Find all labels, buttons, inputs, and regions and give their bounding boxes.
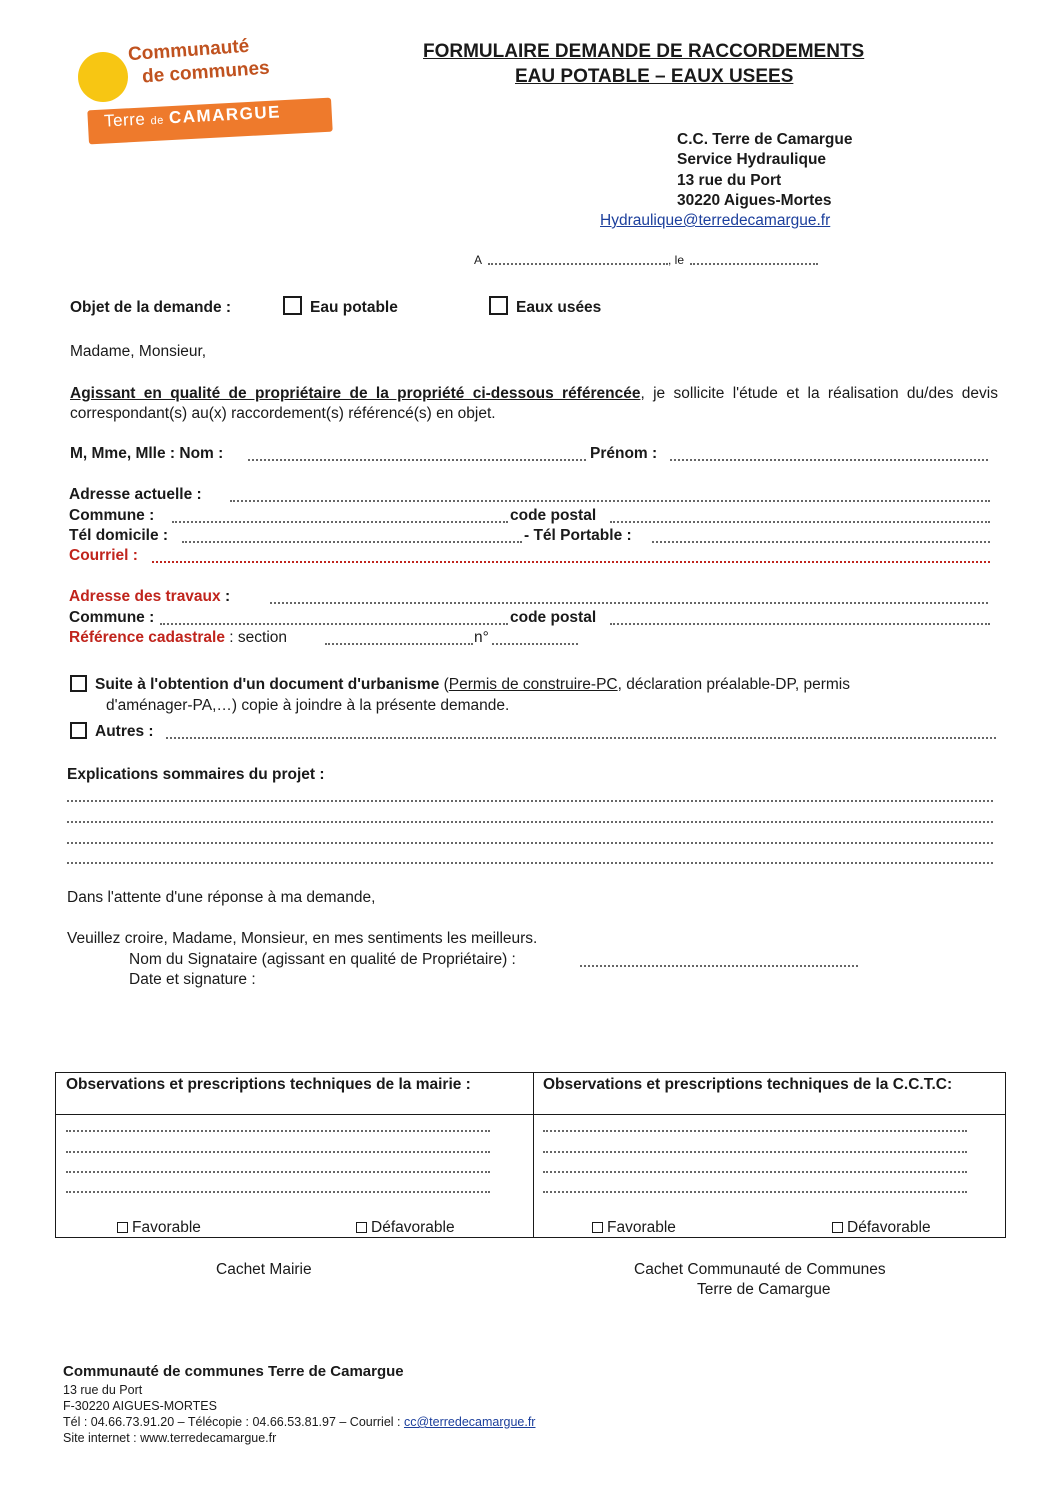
eau-potable-checkbox[interactable] <box>283 296 302 315</box>
commune-label: Commune : <box>69 507 155 524</box>
courriel-label: Courriel : <box>69 547 138 564</box>
mairie-defavorable-option[interactable]: Défavorable <box>356 1219 455 1237</box>
urbanisme-checkbox[interactable] <box>70 675 87 692</box>
footer-website: Site internet : www.terredecamargue.fr <box>63 1431 277 1445</box>
cctc-header: Observations et prescriptions techniques de la C.C.T.C: <box>543 1076 953 1093</box>
footer-city: F-30220 AIGUES-MORTES <box>63 1399 217 1413</box>
objet-label: Objet de la demande : <box>70 299 232 316</box>
prenom-label: Prénom : <box>590 445 658 462</box>
code-postal-field[interactable] <box>610 521 990 523</box>
date-field[interactable] <box>690 263 818 265</box>
cctc-obs-line[interactable] <box>543 1191 967 1193</box>
defavorable-checkbox[interactable] <box>356 1222 367 1233</box>
adresse-actuelle-field[interactable] <box>230 500 990 502</box>
code-postal-label: code postal <box>510 507 597 524</box>
numero-label: n° <box>474 629 489 646</box>
place-field[interactable] <box>488 263 668 265</box>
ref-cadastrale-label: Référence cadastrale : section <box>69 629 287 646</box>
mairie-header: Observations et prescriptions techniques de la mairie : <box>66 1076 471 1093</box>
closing-line2: Veuillez croire, Madame, Monsieur, en mes sentiments les meilleurs. <box>67 930 538 947</box>
adresse-travaux-label: Adresse des travaux : <box>69 588 231 605</box>
footer-org: Communauté de communes Terre de Camargue <box>63 1363 404 1380</box>
cachet-cc-line1: Cachet Communauté de Communes <box>634 1261 886 1278</box>
recipient-service: Service Hydraulique <box>677 151 827 168</box>
autres-label: Autres : <box>95 723 154 740</box>
mairie-obs-line[interactable] <box>66 1191 490 1193</box>
salutation: Madame, Monsieur, <box>70 343 207 360</box>
mairie-obs-line[interactable] <box>66 1151 490 1153</box>
explications-line[interactable] <box>67 842 993 844</box>
recipient-city: 30220 Aigues-Mortes <box>677 192 832 209</box>
logo <box>76 35 332 144</box>
footer-email-link[interactable]: cc@terredecamargue.fr <box>403 1415 536 1429</box>
cachet-mairie: Cachet Mairie <box>216 1261 312 1278</box>
logo-line2: de communes <box>141 57 271 88</box>
tel-domicile-field[interactable] <box>182 541 522 543</box>
code-postal-travaux-field[interactable] <box>610 623 990 625</box>
mairie-obs-line[interactable] <box>66 1171 490 1173</box>
mairie-obs-line[interactable] <box>66 1130 490 1132</box>
footer-street: 13 rue du Port <box>63 1383 143 1397</box>
place-label: A <box>474 253 483 267</box>
tel-portable-field[interactable] <box>652 541 990 543</box>
eaux-usees-checkbox[interactable] <box>489 296 508 315</box>
table-header-divider <box>56 1114 1005 1115</box>
footer-contact: Tél : 04.66.73.91.20 – Télécopie : 04.66.53.81.97 – Courriel : cc@terredecamargue.fr <box>63 1415 536 1429</box>
cctc-defavorable-option[interactable]: Défavorable <box>832 1219 931 1237</box>
urbanisme-line1: Suite à l'obtention d'un document d'urbanisme (Permis de construire-PC, déclaration préalable-DP, permis <box>95 676 850 693</box>
adresse-travaux-field[interactable] <box>270 602 988 604</box>
cctc-favorable-option[interactable]: Favorable <box>592 1219 676 1237</box>
date-label: , le <box>668 253 685 267</box>
tel-domicile-label: Tél domicile : <box>69 527 169 544</box>
favorable-checkbox[interactable] <box>592 1222 603 1233</box>
autres-field[interactable] <box>166 737 996 739</box>
cctc-obs-line[interactable] <box>543 1171 967 1173</box>
tel-portable-label: - Tél Portable : <box>524 527 632 544</box>
form-title-line1: FORMULAIRE DEMANDE DE RACCORDEMENTS <box>423 41 865 62</box>
commune-field[interactable] <box>172 521 508 523</box>
eaux-usees-label: Eaux usées <box>516 299 602 316</box>
recipient-name: C.C. Terre de Camargue <box>677 131 853 148</box>
signataire-field[interactable] <box>580 965 858 967</box>
explications-line[interactable] <box>67 821 993 823</box>
autres-checkbox[interactable] <box>70 722 87 739</box>
form-title-line2: EAU POTABLE – EAUX USEES <box>515 66 794 87</box>
favorable-checkbox[interactable] <box>117 1222 128 1233</box>
explications-label: Explications sommaires du projet : <box>67 766 325 783</box>
code-postal-travaux-label: code postal <box>510 609 597 626</box>
commune-travaux-field[interactable] <box>160 623 508 625</box>
signataire-label: Nom du Signataire (agissant en qualité de Propriétaire) : <box>129 951 516 968</box>
explications-line[interactable] <box>67 800 993 802</box>
nom-field[interactable] <box>248 459 586 461</box>
commune-travaux-label: Commune : <box>69 609 155 626</box>
courriel-field[interactable] <box>152 561 990 563</box>
recipient-email-link[interactable]: Hydraulique@terredecamargue.fr <box>600 212 831 229</box>
sun-icon <box>78 52 128 102</box>
observations-table <box>55 1072 1006 1238</box>
mairie-favorable-option[interactable]: Favorable <box>117 1219 201 1237</box>
nom-label: M, Mme, Mlle : Nom : <box>70 445 224 462</box>
numero-field[interactable] <box>492 643 578 645</box>
cctc-obs-line[interactable] <box>543 1130 967 1132</box>
adresse-actuelle-label: Adresse actuelle : <box>69 486 202 503</box>
cctc-obs-line[interactable] <box>543 1151 967 1153</box>
cachet-cc-line2: Terre de Camargue <box>697 1281 831 1298</box>
explications-line[interactable] <box>67 862 993 864</box>
prenom-field[interactable] <box>670 459 988 461</box>
logo-line3: Terre de CAMARGUE <box>103 102 282 131</box>
section-field[interactable] <box>325 643 473 645</box>
table-divider <box>533 1073 534 1237</box>
urbanisme-line2: d'aménager-PA,…) copie à joindre à la présente demande. <box>106 697 510 714</box>
defavorable-checkbox[interactable] <box>832 1222 843 1233</box>
intro-paragraph: Agissant en qualité de propriétaire de la propriété ci-dessous référencée, je sollicite l'étude et la réalisation du/des devis correspondant(s) au(x) raccordement(s) référencé(s) en objet. <box>70 385 998 422</box>
date-signature-label: Date et signature : <box>129 971 256 988</box>
recipient-street: 13 rue du Port <box>677 172 782 189</box>
logo-line1: Communauté <box>127 35 250 66</box>
closing-line1: Dans l'attente d'une réponse à ma demande, <box>67 889 376 906</box>
eau-potable-label: Eau potable <box>310 299 398 316</box>
